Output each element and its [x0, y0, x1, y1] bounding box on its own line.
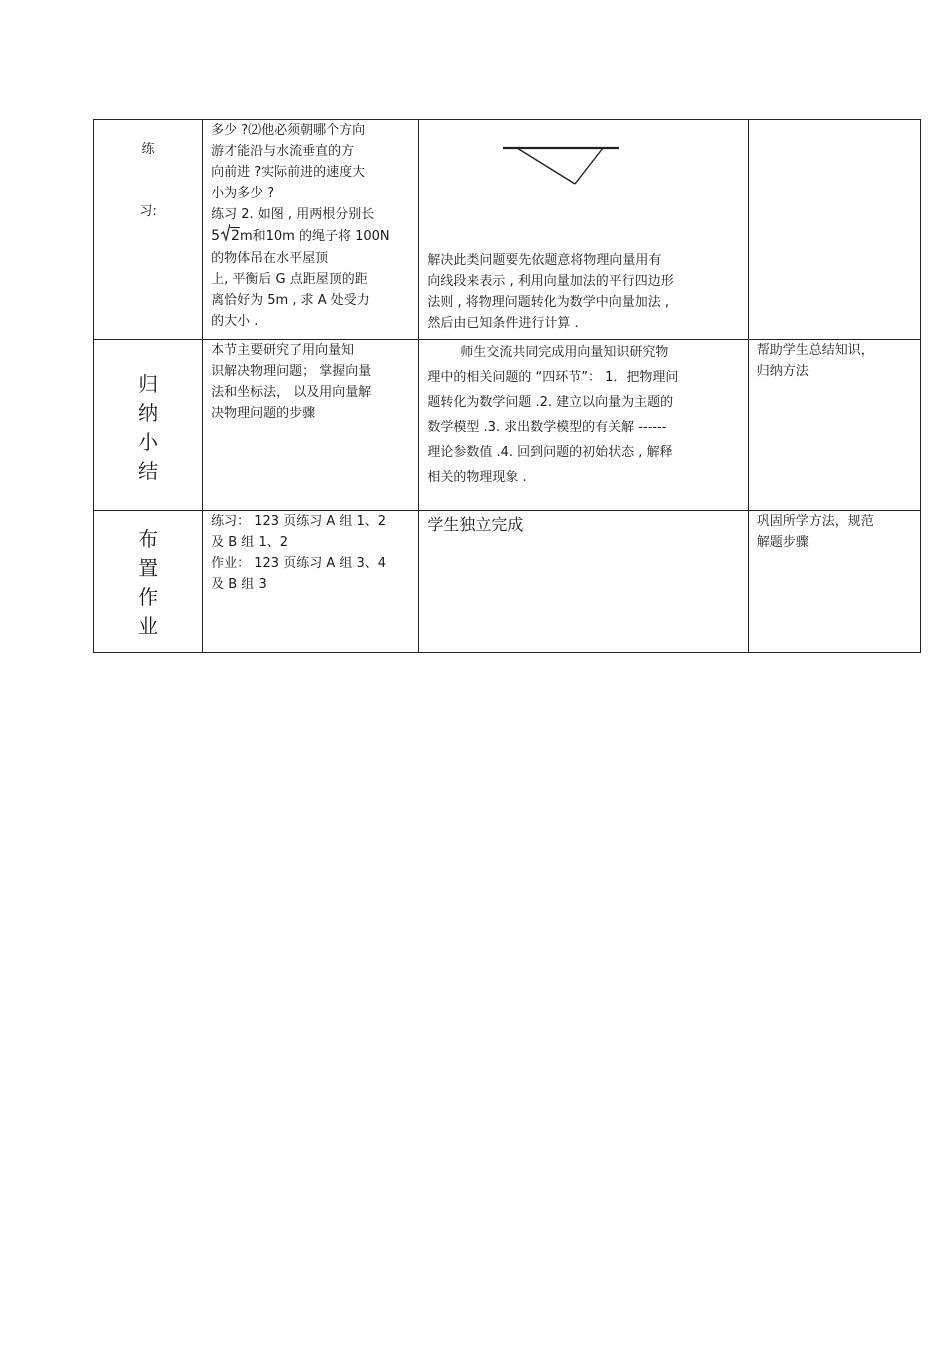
summary-purpose-cell [748, 340, 920, 511]
summary-method-line: 数学模型 .3. 求出数学模型的有关解 ------ [427, 420, 667, 435]
practice-label-bottom: 习: [139, 204, 157, 219]
practice-content-line: 小为多少 ? [211, 186, 275, 201]
practice-content-line: 向前进 ?实际前进的速度大 [211, 165, 366, 180]
summary-method-line: 理论参数值 .4. 回到问题的初始状态 , 解释 [427, 445, 673, 460]
practice-row [94, 120, 921, 340]
radical-sign-icon [221, 223, 230, 241]
summary-purpose-line: 归纳方法 [756, 364, 809, 379]
summary-label-cell [94, 340, 203, 511]
practice-content-line: 上, 平衡后 G 点距屋顶的距 [211, 272, 368, 287]
homework-content-cell [203, 511, 419, 653]
homework-purpose-line: 解题步骤 [756, 535, 809, 550]
homework-content-line: 作业： 123 页练习 A 组 3、4 [211, 556, 387, 571]
summary-label-char: 纳 [138, 401, 159, 425]
formula-radicand: 2 [231, 228, 240, 244]
homework-purpose-line: 巩固所学方法，规范 [756, 514, 874, 529]
homework-purpose-cell [748, 511, 920, 653]
homework-label-char: 作 [138, 585, 159, 609]
homework-content-line: 及 B 组 3 [211, 577, 267, 592]
practice-content-line: 游才能沿与水流垂直的方 [211, 144, 355, 159]
practice-content-line: 离恰好为 5m , 求 A 处受力 [211, 293, 370, 308]
homework-label-char: 置 [138, 556, 159, 580]
homework-method-cell [419, 511, 748, 653]
summary-method-line: 题转化为数学问题 .2. 建立以向量为主题的 [427, 395, 674, 410]
homework-row [94, 511, 921, 653]
rope-length-formula [211, 225, 410, 248]
practice-method-line: 向线段来表示 , 利用向量加法的平行四边形 [427, 274, 674, 289]
practice-content-line: 练习 2. 如图 , 用两根分别长 [211, 207, 375, 222]
formula-rest: m和10m 的绳子将 100N [239, 229, 390, 244]
homework-label-char: 业 [138, 614, 159, 638]
summary-label-char: 小 [138, 430, 159, 454]
lesson-plan-table [93, 119, 921, 653]
practice-content-line: 多少 ?⑵他必须朝哪个方向 [211, 123, 366, 138]
practice-method-line: 然后由已知条件进行计算 . [427, 316, 579, 331]
practice-purpose-cell [748, 120, 920, 340]
homework-content-line: 练习： 123 页练习 A 组 1、2 [211, 514, 387, 529]
rope-figure-area [419, 120, 747, 250]
lesson-plan-table-wrapper [93, 119, 921, 653]
practice-label-top: 练 [141, 142, 155, 157]
practice-content-line: 的大小 . [211, 314, 259, 329]
summary-method-line: 师生交流共同完成用向量知识研究物 [427, 345, 669, 360]
homework-method-text: 学生独立完成 [427, 515, 524, 534]
practice-method-cell [419, 120, 748, 340]
practice-content-cell [203, 120, 419, 340]
summary-label-char: 结 [138, 459, 159, 483]
rope-diagram-figure [503, 140, 623, 190]
summary-purpose-line: 帮助学生总结知识， [756, 343, 874, 358]
formula-coefficient: 5 [211, 228, 221, 244]
summary-label-char: 归 [138, 372, 159, 396]
practice-method-line: 法则 , 将物理问题转化为数学中向量加法 , [427, 295, 670, 310]
practice-content-line: 的物体吊在水平屋顶 [211, 251, 329, 266]
homework-content-line: 及 B 组 1、2 [211, 535, 288, 550]
summary-row [94, 340, 921, 511]
homework-label-char: 布 [138, 527, 159, 551]
homework-label-cell [94, 511, 203, 653]
summary-content-line: 本节主要研究了用向量知 [211, 343, 355, 358]
practice-method-line: 解决此类问题要先依题意将物理向量用有 [427, 253, 662, 268]
summary-content-line: 决物理问题的步骤 [211, 406, 316, 421]
summary-method-line: 相关的物理现象 . [427, 470, 527, 485]
summary-content-cell [203, 340, 419, 511]
summary-method-cell [419, 340, 748, 511]
summary-content-line: 法和坐标法， 以及用向量解 [211, 385, 372, 400]
square-root [221, 225, 240, 248]
summary-method-line: 理中的相关问题的 “四环节”： 1．把物理问 [427, 370, 679, 385]
summary-content-line: 识解决物理问题； 掌握向量 [211, 364, 372, 379]
practice-label-cell [94, 120, 203, 340]
